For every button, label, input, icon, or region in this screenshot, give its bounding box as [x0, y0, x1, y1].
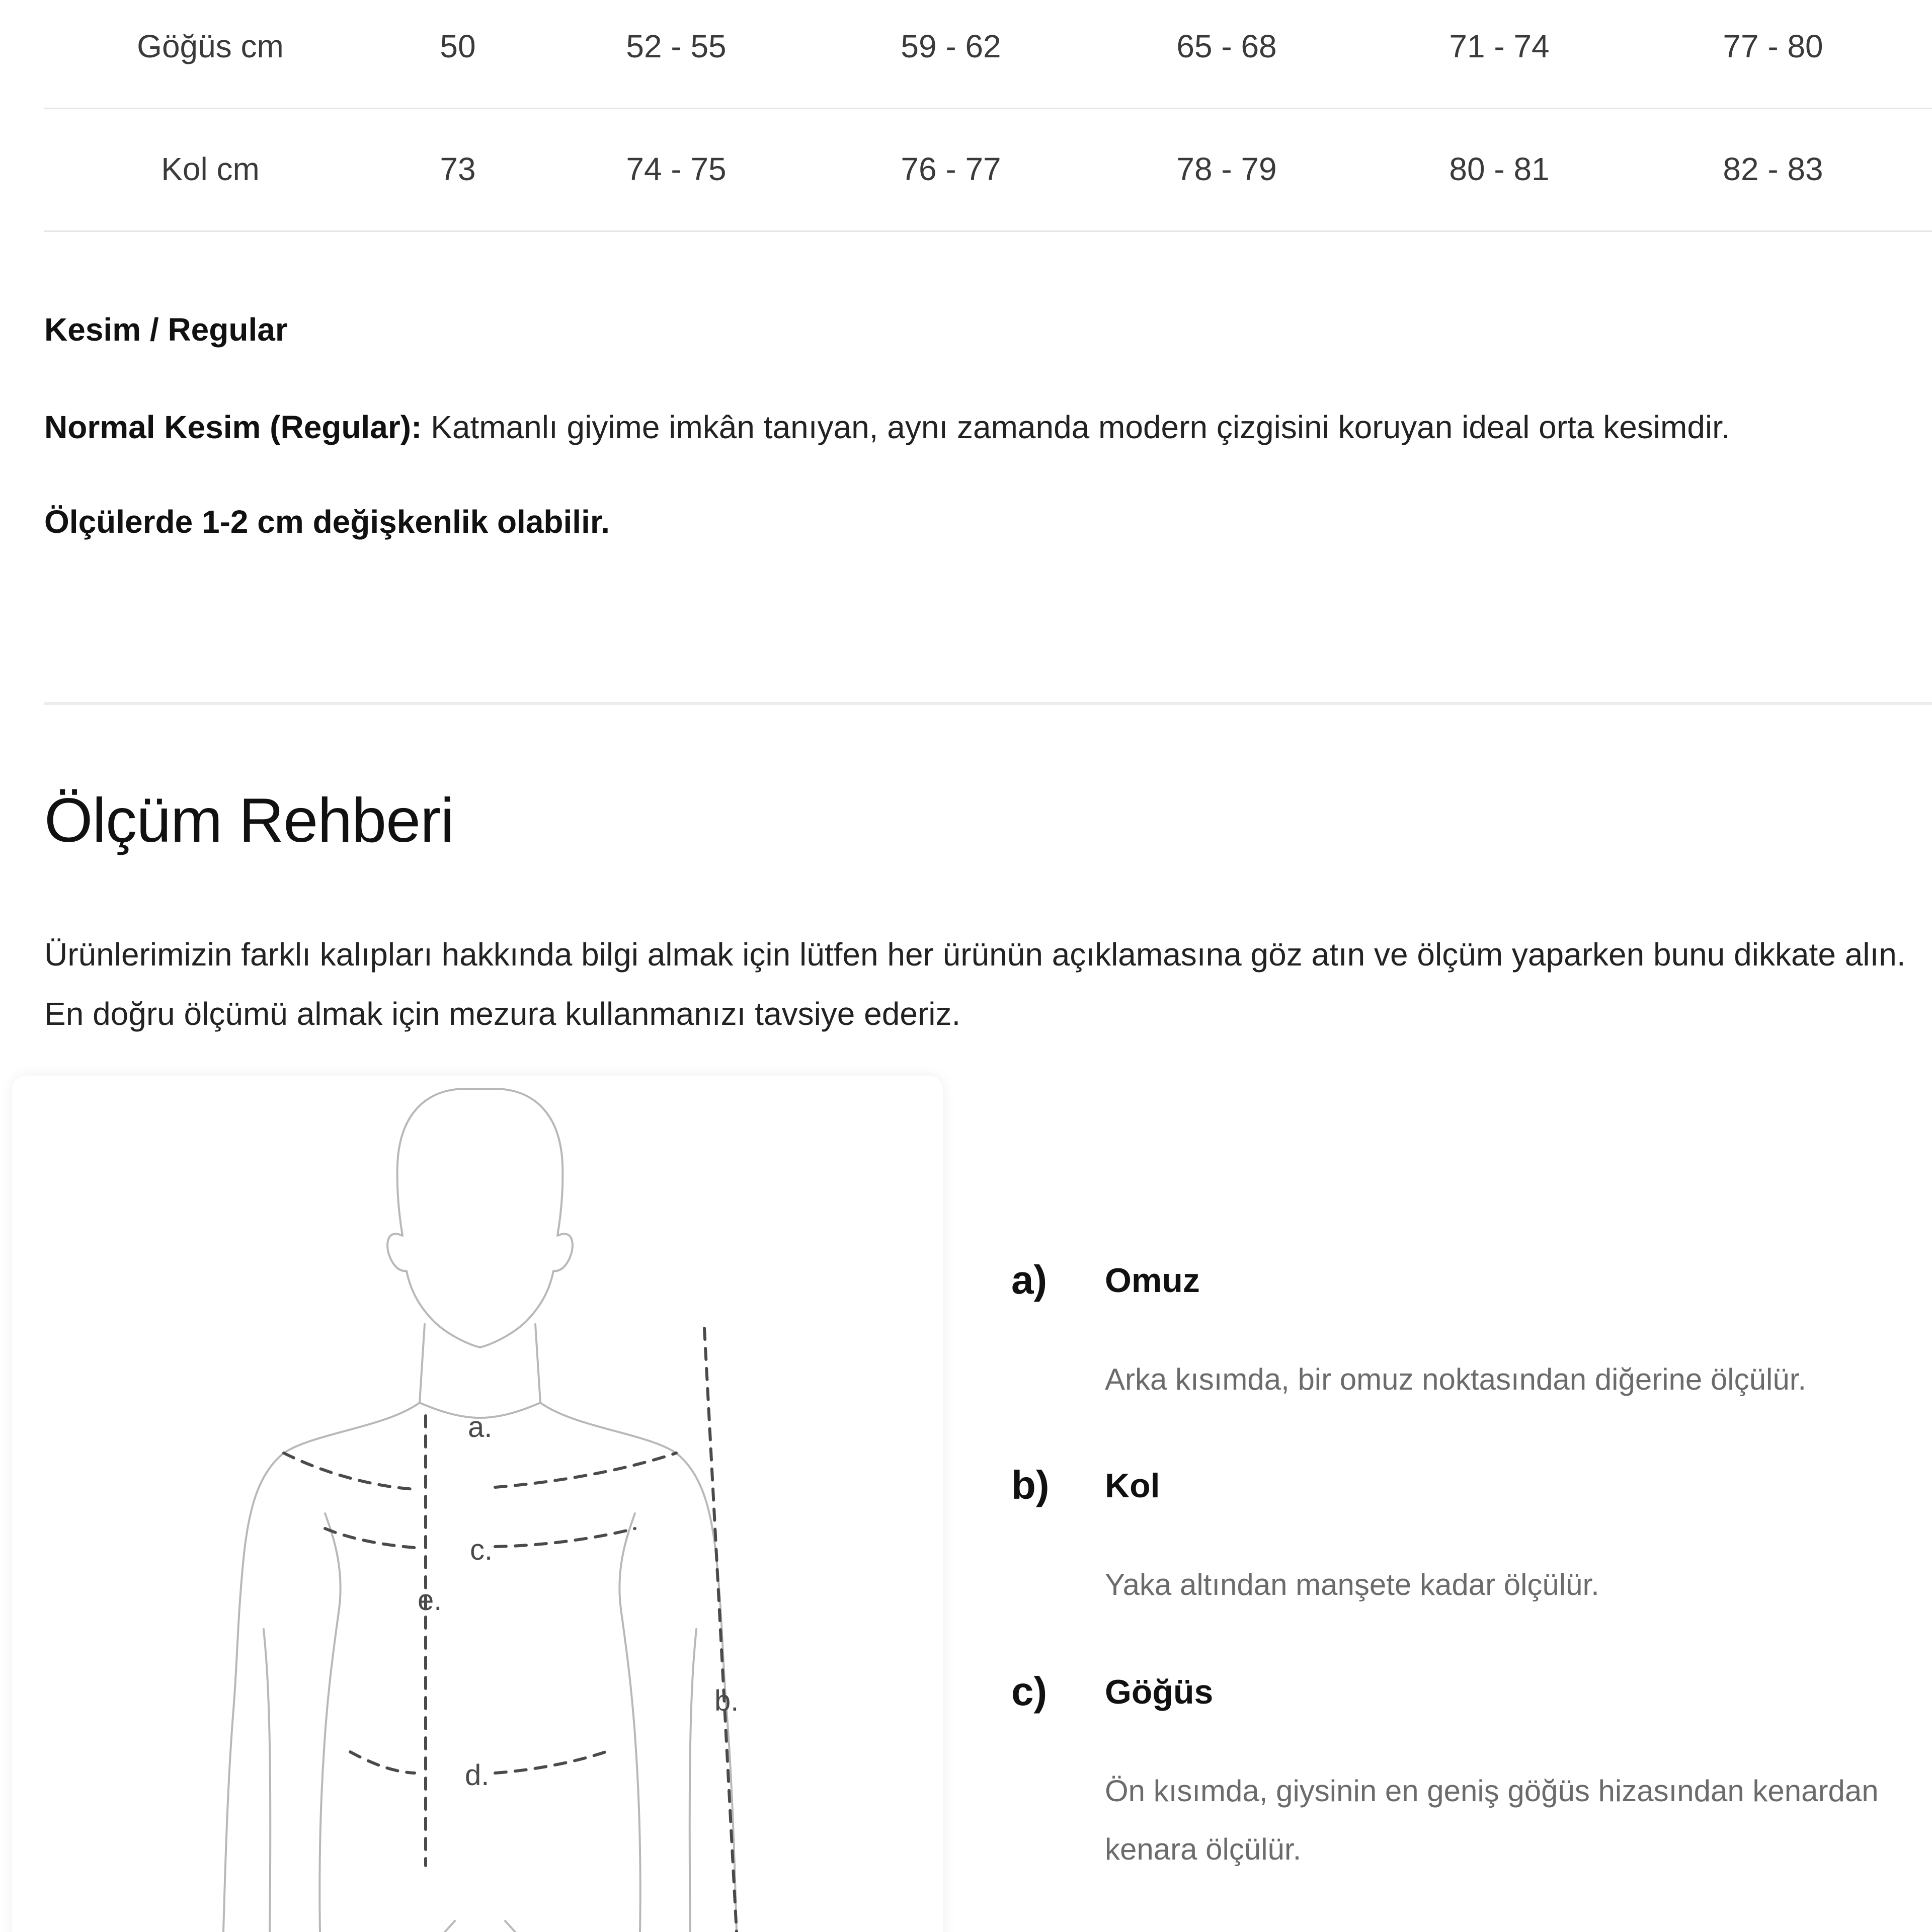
table-cell: 59 - 62 — [901, 28, 1001, 64]
body-measurement-illustration — [12, 1076, 943, 1932]
table-cell: 50 — [440, 28, 476, 64]
waist-dash-right — [495, 1752, 606, 1773]
table-cell: 52 - 55 — [626, 28, 727, 64]
fit-description-text: Katmanlı giyime imkân tanıyan, aynı zamanda modern çizgisini koruyan ideal orta kesimdir. — [422, 409, 1730, 445]
table-cell: 73 — [440, 151, 476, 187]
chest-dash-right — [495, 1528, 635, 1547]
figure-label-e: e. — [418, 1584, 442, 1617]
chest-dash-left — [325, 1528, 415, 1548]
measurement-letter: c) — [1011, 1669, 1048, 1714]
measurement-letter: a) — [1011, 1257, 1048, 1302]
figure-label-d: d. — [465, 1759, 490, 1792]
guide-title: Ölçüm Rehberi — [44, 786, 454, 855]
left-arm-outline — [223, 1403, 420, 1932]
fit-description — [44, 409, 1730, 446]
table-row — [44, 108, 1932, 232]
table-row — [44, 0, 1932, 109]
fit-description-label: Normal Kesim (Regular): — [44, 409, 422, 445]
torso-left-outline — [319, 1513, 340, 1932]
figure-label-a: a. — [468, 1411, 493, 1443]
measurement-name: Omuz — [1105, 1261, 1200, 1300]
measurement-name: Kol — [1105, 1467, 1160, 1505]
measurement-description: Yaka altından manşete kadar ölçülür. — [1105, 1568, 1599, 1601]
fit-title: Kesim / Regular — [44, 311, 288, 348]
figure-label-b: b. — [714, 1684, 739, 1717]
section-divider — [44, 702, 1932, 705]
table-cell: 82 - 83 — [1723, 151, 1823, 187]
guide-intro — [44, 925, 1926, 1043]
neck-left — [420, 1324, 425, 1403]
table-cell: 80 - 81 — [1449, 151, 1550, 187]
table-cell: 76 - 77 — [901, 151, 1001, 187]
torso-right-outline — [619, 1513, 640, 1932]
figure-label-c: c. — [470, 1534, 493, 1566]
table-cell: 65 - 68 — [1176, 28, 1277, 64]
table-cell: 78 - 79 — [1176, 151, 1277, 187]
measurement-name: Göğüs — [1105, 1673, 1214, 1711]
measurement-letter: b) — [1011, 1463, 1050, 1507]
left-arm-inner-outline — [264, 1629, 270, 1932]
head-outline — [387, 1089, 573, 1347]
measurement-tolerance-note: Ölçülerde 1-2 cm değişkenlik olabilir. — [44, 504, 610, 540]
shoulder-dash-right — [495, 1453, 676, 1487]
sleeve-dash — [704, 1328, 737, 1932]
right-arm-inner-outline — [690, 1629, 696, 1932]
measurement-description: Arka kısımda, bir omuz noktasından diğerine ölçülür. — [1105, 1362, 1807, 1396]
row-label: Kol cm — [161, 151, 260, 187]
right-arm-outline — [540, 1403, 737, 1932]
shoulder-dash-left — [284, 1453, 415, 1489]
measurement-figure-card — [12, 1076, 943, 1932]
waist-dash-left — [350, 1752, 415, 1773]
row-label: Göğüs cm — [137, 28, 284, 64]
guide-intro-line: Ürünlerimizin farklı kalıpları hakkında bilgi almak için lütfen her ürünün açıklamasına göz atın ve ölçüm yaparken bunu dikkate alın. — [44, 936, 1906, 973]
table-cell: 77 - 80 — [1723, 28, 1823, 64]
lower-outline — [445, 1921, 515, 1932]
table-cell: 71 - 74 — [1449, 28, 1550, 64]
guide-intro-line: En doğru ölçümü almak için mezura kullanmanızı tavsiye ederiz. — [44, 996, 961, 1032]
table-cell: 74 - 75 — [626, 151, 727, 187]
measurement-description: Ön kısımda, giysinin en geniş göğüs hizasından kenardan kenara ölçülür. — [1105, 1774, 1879, 1866]
neck-right — [535, 1324, 540, 1403]
